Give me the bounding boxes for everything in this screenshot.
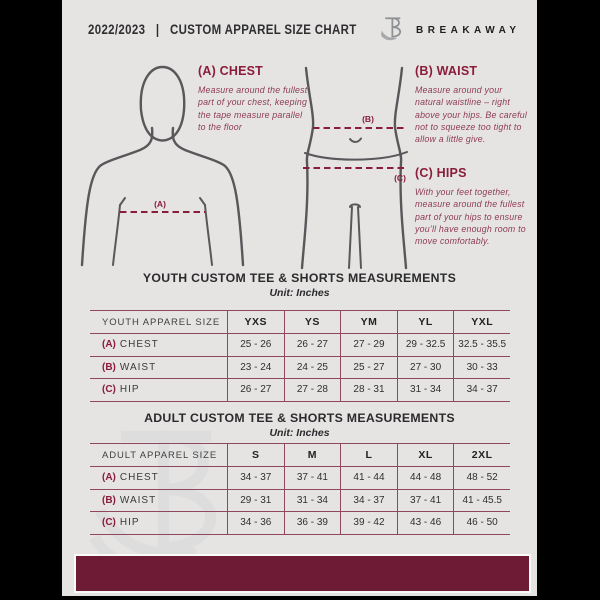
table-cell: 48 - 52 — [453, 467, 510, 490]
size-column-header: S — [227, 444, 284, 467]
table-cell: 44 - 48 — [397, 467, 454, 490]
size-column-header: M — [284, 444, 341, 467]
footer-bar — [74, 554, 531, 593]
guide-waist-heading: (B) WAIST — [415, 64, 478, 78]
guide-waist — [415, 64, 533, 146]
table-cell: 25 - 27 — [340, 357, 397, 380]
table-cell: 25 - 26 — [227, 334, 284, 357]
table-cell: 23 - 24 — [227, 357, 284, 380]
table-cell: 37 - 41 — [397, 490, 454, 513]
size-column-header: 2XL — [453, 444, 510, 467]
adult-size-table — [90, 443, 510, 535]
youth-table-title: YOUTH CUSTOM TEE & SHORTS MEASUREMENTS — [142, 271, 457, 285]
youth-size-table — [90, 310, 510, 402]
table-cell: 27 - 29 — [340, 334, 397, 357]
table-cell: 39 - 42 — [340, 512, 397, 534]
figure-waist-hips-diagram — [298, 62, 413, 270]
marker-b-label: (B) — [362, 114, 374, 124]
table-cell: 34 - 37 — [453, 379, 510, 401]
guide-chest — [198, 64, 308, 133]
size-column-header: YM — [340, 311, 397, 334]
page-title: 2022/2023 | CUSTOM APPAREL SIZE CHART — [88, 22, 357, 37]
brand-name: BREAKAWAY — [416, 25, 521, 36]
page-background — [62, 0, 537, 596]
guide-chest-heading: (A) CHEST — [198, 64, 263, 78]
guide-hips-body: With your feet together, measure around the fullest part of your hips to ensure you’ll have enough room to move comfortably. — [415, 187, 526, 247]
size-column-header: XL — [397, 444, 454, 467]
size-column-header: YL — [397, 311, 454, 334]
table-cell: 34 - 36 — [227, 512, 284, 534]
table-cell: 26 - 27 — [227, 379, 284, 401]
guide-hips-heading: (C) HIPS — [415, 166, 467, 180]
table-row-label: (A) CHEST — [90, 334, 227, 357]
table-cell: 37 - 41 — [284, 467, 341, 490]
size-column-header: YXS — [227, 311, 284, 334]
table-cell: 27 - 28 — [284, 379, 341, 401]
table-row-label: (B) WAIST — [90, 490, 227, 513]
table-cell: 31 - 34 — [397, 379, 454, 401]
table-cell: 32.5 - 35.5 — [453, 334, 510, 357]
table-row-label: (C) HIP — [102, 517, 140, 529]
marker-a-label: (A) — [154, 199, 166, 209]
size-column-header: L — [340, 444, 397, 467]
adult-table-unit: Unit: Inches — [269, 427, 330, 439]
youth-table-unit: Unit: Inches — [269, 287, 330, 299]
adult-table-title: ADULT CUSTOM TEE & SHORTS MEASUREMENTS — [144, 411, 455, 425]
table-cell: 24 - 25 — [284, 357, 341, 380]
size-column-header: YS — [284, 311, 341, 334]
table-cell: 30 - 33 — [453, 357, 510, 380]
table-cell: 34 - 37 — [227, 467, 284, 490]
table-cell: 46 - 50 — [453, 512, 510, 534]
table-cell: 41 - 45.5 — [453, 490, 510, 513]
size-column-header: YXL — [453, 311, 510, 334]
marker-c-label: (C) — [394, 173, 406, 183]
table-label-header: YOUTH APPAREL SIZE — [90, 311, 227, 334]
table-label-header: ADULT APPAREL SIZE — [90, 444, 227, 467]
table-row-label: (C) HIP — [102, 384, 140, 396]
table-cell: 36 - 39 — [284, 512, 341, 534]
table-cell: 43 - 46 — [397, 512, 454, 534]
table-cell: 29 - 31 — [227, 490, 284, 513]
table-cell: 41 - 44 — [340, 467, 397, 490]
table-row-label: (B) WAIST — [90, 357, 227, 380]
table-cell: 28 - 31 — [340, 379, 397, 401]
guide-waist-body: Measure around your natural waistline – right above your hips. Be careful not to squeeze too tight to allow a little give. — [415, 85, 528, 145]
table-cell: 31 - 34 — [284, 490, 341, 513]
table-cell: 26 - 27 — [284, 334, 341, 357]
guide-chest-body: Measure around the fullest part of your chest, keeping the tape measure parallel to the floor — [198, 85, 308, 132]
table-cell: 34 - 37 — [340, 490, 397, 513]
table-cell: 27 - 30 — [397, 357, 454, 380]
brand-logo-icon — [380, 12, 410, 44]
guide-hips — [415, 166, 533, 248]
table-cell: 29 - 32.5 — [397, 334, 454, 357]
table-row-label: (A) CHEST — [90, 467, 227, 490]
